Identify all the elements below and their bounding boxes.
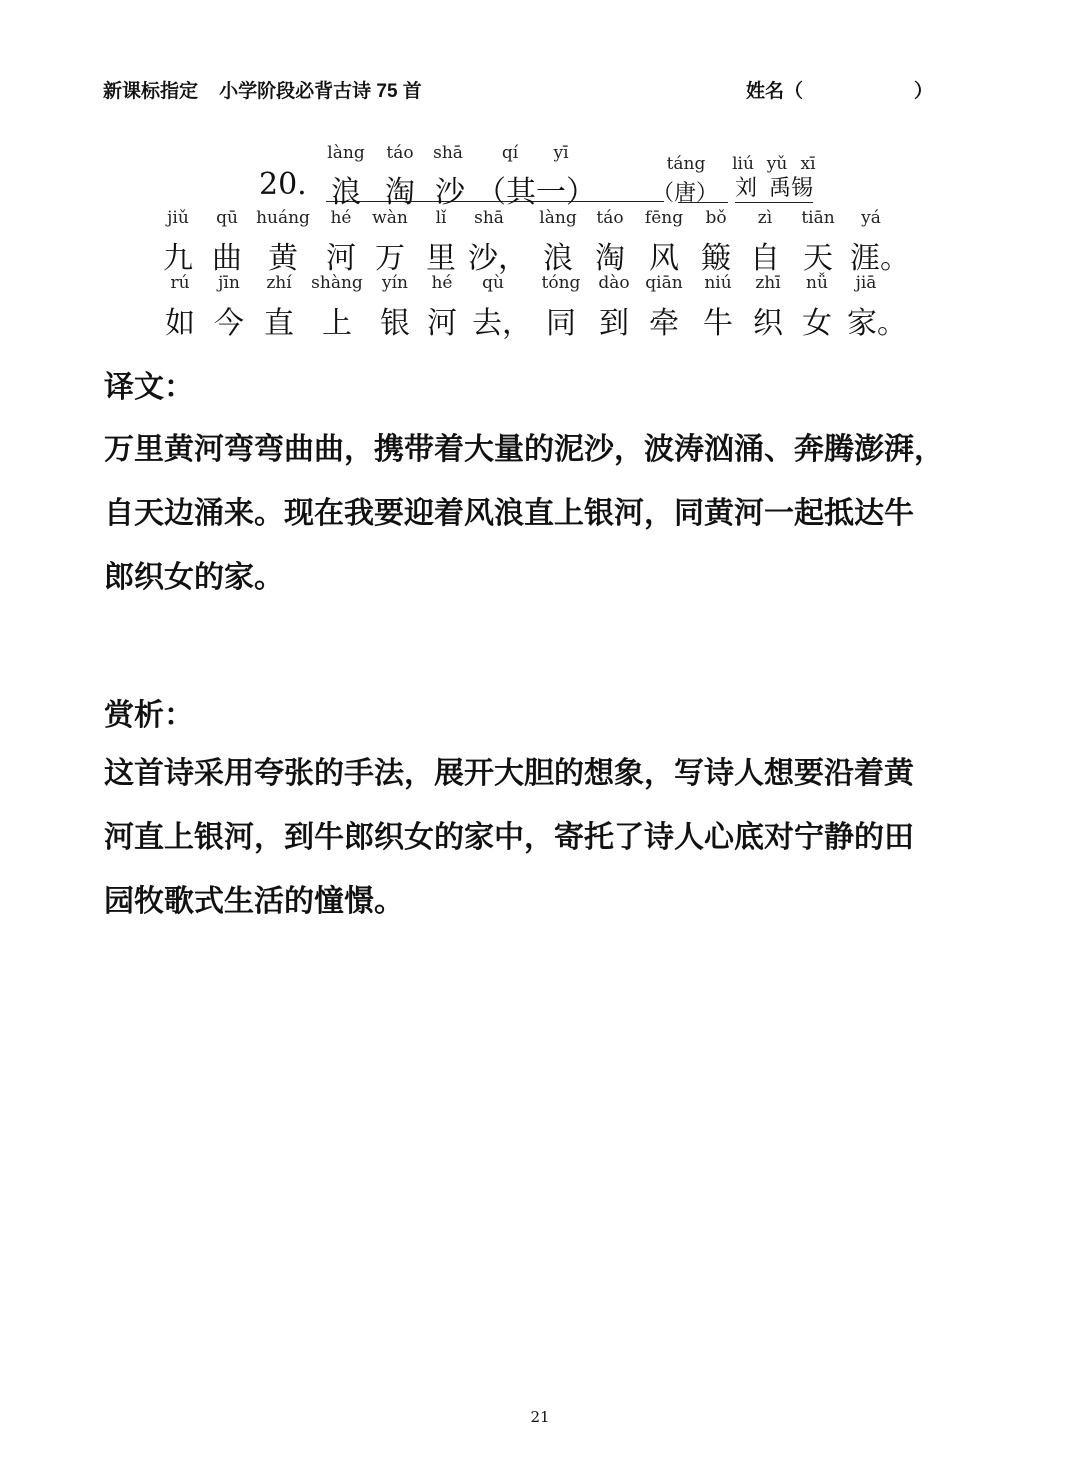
title-char: （其 (476, 175, 536, 210)
line1-char: 河 (326, 241, 356, 276)
translation-heading: 译文： (104, 370, 194, 405)
line2-char: 直 (264, 306, 294, 341)
line2-pinyin: nǚ (806, 273, 828, 293)
line2-pinyin: zhí (266, 273, 292, 293)
title-pinyin: yī (553, 143, 569, 163)
line1-pinyin: bǒ (705, 208, 727, 228)
title-pinyin: shā (433, 143, 463, 163)
translation-line: 万里黄河弯弯曲曲，携带着大量的泥沙，波涛汹涌、奔腾澎湃， (104, 432, 944, 467)
line1-pinyin: lǐ (435, 208, 447, 228)
translation-line: 自天边涌来。现在我要迎着风浪直上银河，同黄河一起抵达牛 (104, 496, 914, 531)
line1-char: 自 (750, 241, 780, 276)
appreciation-body (104, 742, 984, 934)
title-pinyin: qí (501, 143, 519, 163)
author-char: 刘 (735, 176, 758, 201)
line2-char: 牵 (649, 306, 679, 341)
line1-char: 天 (803, 241, 833, 276)
name-label: 姓名（ (746, 81, 804, 102)
line1-char: 里 (426, 241, 456, 276)
line1-pinyin: qū (216, 208, 238, 228)
line2-char: 如 (165, 306, 195, 341)
title-char: 浪 (331, 175, 361, 210)
line2-pinyin: yín (382, 273, 408, 293)
line1-char: 风 (649, 241, 679, 276)
line1-char: 沙， (468, 241, 528, 276)
appreciation-heading: 赏析： (104, 698, 194, 733)
line1-pinyin: jiǔ (167, 208, 189, 228)
author-char: 禹 (769, 176, 792, 201)
line2-char: 到 (599, 306, 629, 341)
translation-body (104, 418, 984, 610)
line1-char: 九 (163, 241, 193, 276)
appreciation-line: 这首诗采用夸张的手法，展开大胆的想象，写诗人想要沿着黄 (104, 756, 914, 791)
line1-pinyin: zì (757, 208, 773, 228)
line2-pinyin: tóng (541, 273, 581, 293)
line2-pinyin: qù (482, 273, 504, 293)
translation-line: 郎织女的家。 (104, 560, 284, 595)
line2-char: 银 (380, 306, 410, 341)
author-pinyin: táng (666, 154, 706, 174)
line2-pinyin: rú (170, 273, 190, 293)
header-title: 新课标指定 小学阶段必背古诗 75 首 (103, 81, 422, 102)
line1-char: 涯。 (850, 241, 910, 276)
line1-char: 黄 (268, 241, 298, 276)
line1-char: 淘 (595, 241, 625, 276)
line2-char: 女 (802, 306, 832, 341)
title-pinyin: làng (327, 143, 365, 163)
line2-char: 织 (753, 306, 783, 341)
poem-number: 20. (259, 167, 307, 202)
line2-char: 家。 (847, 306, 907, 341)
line2-pinyin: jiā (855, 273, 877, 293)
title-pinyin: táo (386, 143, 414, 163)
line1-pinyin: shā (474, 208, 504, 228)
line2-pinyin: zhī (755, 273, 781, 293)
author-char: 锡 (791, 176, 814, 201)
line2-char: 上 (322, 306, 352, 341)
line2-char: 去， (472, 306, 532, 341)
title-char: 淘 (385, 175, 415, 210)
line1-pinyin: fēng (644, 208, 684, 228)
line2-pinyin: qiān (645, 273, 683, 293)
name-close-paren: ） (914, 81, 934, 102)
line1-char: 曲 (212, 241, 242, 276)
page-number: 21 (530, 1408, 550, 1426)
line2-char: 牛 (703, 306, 733, 341)
author-pinyin: xī (800, 154, 816, 174)
line2-pinyin: hé (431, 273, 453, 293)
line2-pinyin: shàng (311, 273, 363, 293)
dynasty-underline (678, 202, 728, 203)
line1-pinyin: làng (539, 208, 577, 228)
line1-char: 万 (375, 241, 405, 276)
appreciation-line: 河直上银河，到牛郎织女的家中，寄托了诗人心底对宁静的田 (104, 820, 914, 855)
title-char: 一） (536, 175, 596, 210)
appreciation-line: 园牧歌式生活的憧憬。 (104, 884, 404, 919)
author-name (735, 176, 813, 203)
line2-pinyin: jīn (218, 273, 240, 293)
line1-char: 浪 (543, 241, 573, 276)
line2-char: 同 (546, 306, 576, 341)
title-char: 沙 (435, 175, 465, 210)
line1-pinyin: yá (861, 208, 881, 228)
line1-pinyin: hé (330, 208, 352, 228)
line2-char: 今 (214, 306, 244, 341)
line1-char: 簸 (701, 241, 731, 276)
line2-char: 河 (427, 306, 457, 341)
line1-pinyin: tiān (801, 208, 835, 228)
line2-pinyin: dào (598, 273, 630, 293)
line1-pinyin: wàn (372, 208, 408, 228)
line2-pinyin: niú (704, 273, 732, 293)
author-pinyin: liú (732, 154, 754, 174)
line1-pinyin: huáng (256, 208, 310, 228)
dynasty-label: （唐） (652, 181, 719, 206)
author-pinyin: yǔ (766, 154, 788, 174)
line1-pinyin: táo (596, 208, 624, 228)
